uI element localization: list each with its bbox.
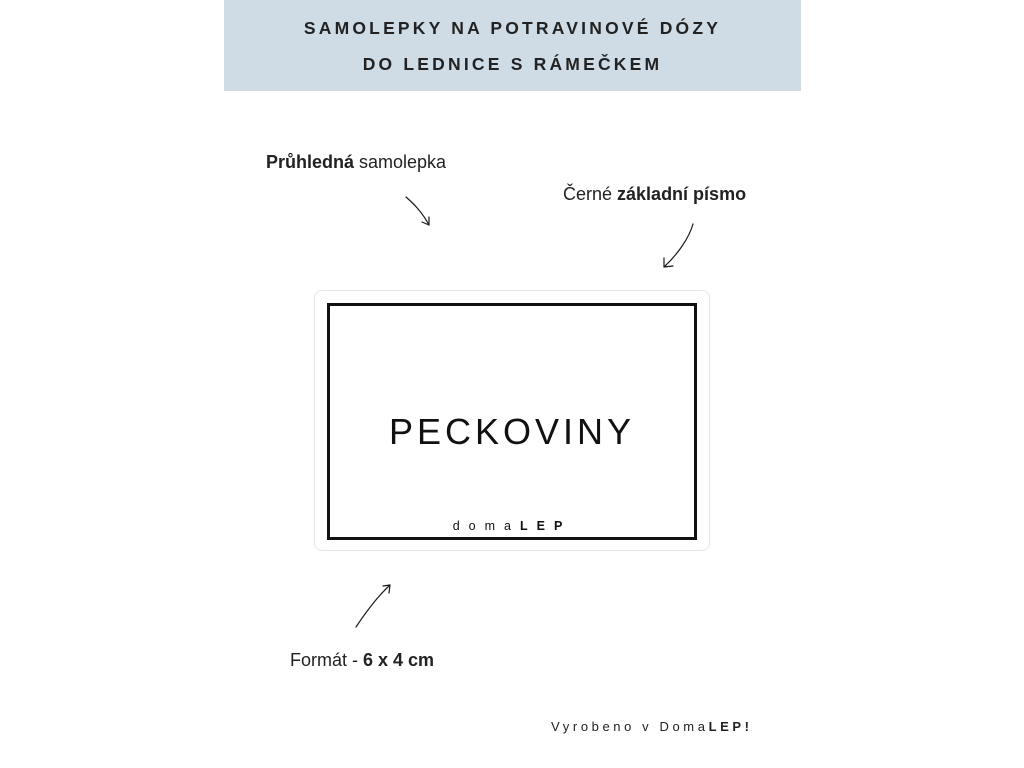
transparent-label-bold: Průhledná	[266, 152, 355, 172]
sticker-title: PECKOVINY	[388, 411, 636, 452]
transparent-sticker-label	[266, 152, 446, 173]
sticker-preview	[314, 290, 710, 551]
format-label	[290, 650, 434, 671]
sticker-brand-light: doma	[452, 519, 520, 533]
header-title-line-2: DO LEDNICE S RÁMEČKEM	[362, 53, 663, 74]
format-label-prefix: Formát -	[290, 650, 364, 670]
header-banner	[224, 0, 801, 91]
sticker-frame	[327, 303, 697, 540]
transparent-label-rest: samolepka	[354, 152, 447, 172]
footer-credit-prefix: Vyrobeno v Doma	[551, 719, 709, 734]
black-font-label-bold: základní písmo	[617, 184, 747, 204]
arrow-icon	[400, 192, 440, 232]
footer-credit-bold: LEP!	[708, 719, 753, 734]
format-label-bold: 6 x 4 cm	[363, 650, 435, 670]
sticker-brand	[330, 519, 694, 533]
footer-credit	[551, 719, 753, 734]
black-font-label	[563, 184, 746, 205]
arrow-icon	[350, 578, 398, 632]
sticker-brand-bold: LEP	[519, 519, 572, 533]
header-title-line-1: SAMOLEPKY NA POTRAVINOVÉ DÓZY	[303, 17, 722, 38]
black-font-label-prefix: Černé	[563, 184, 618, 204]
arrow-icon	[656, 220, 700, 272]
